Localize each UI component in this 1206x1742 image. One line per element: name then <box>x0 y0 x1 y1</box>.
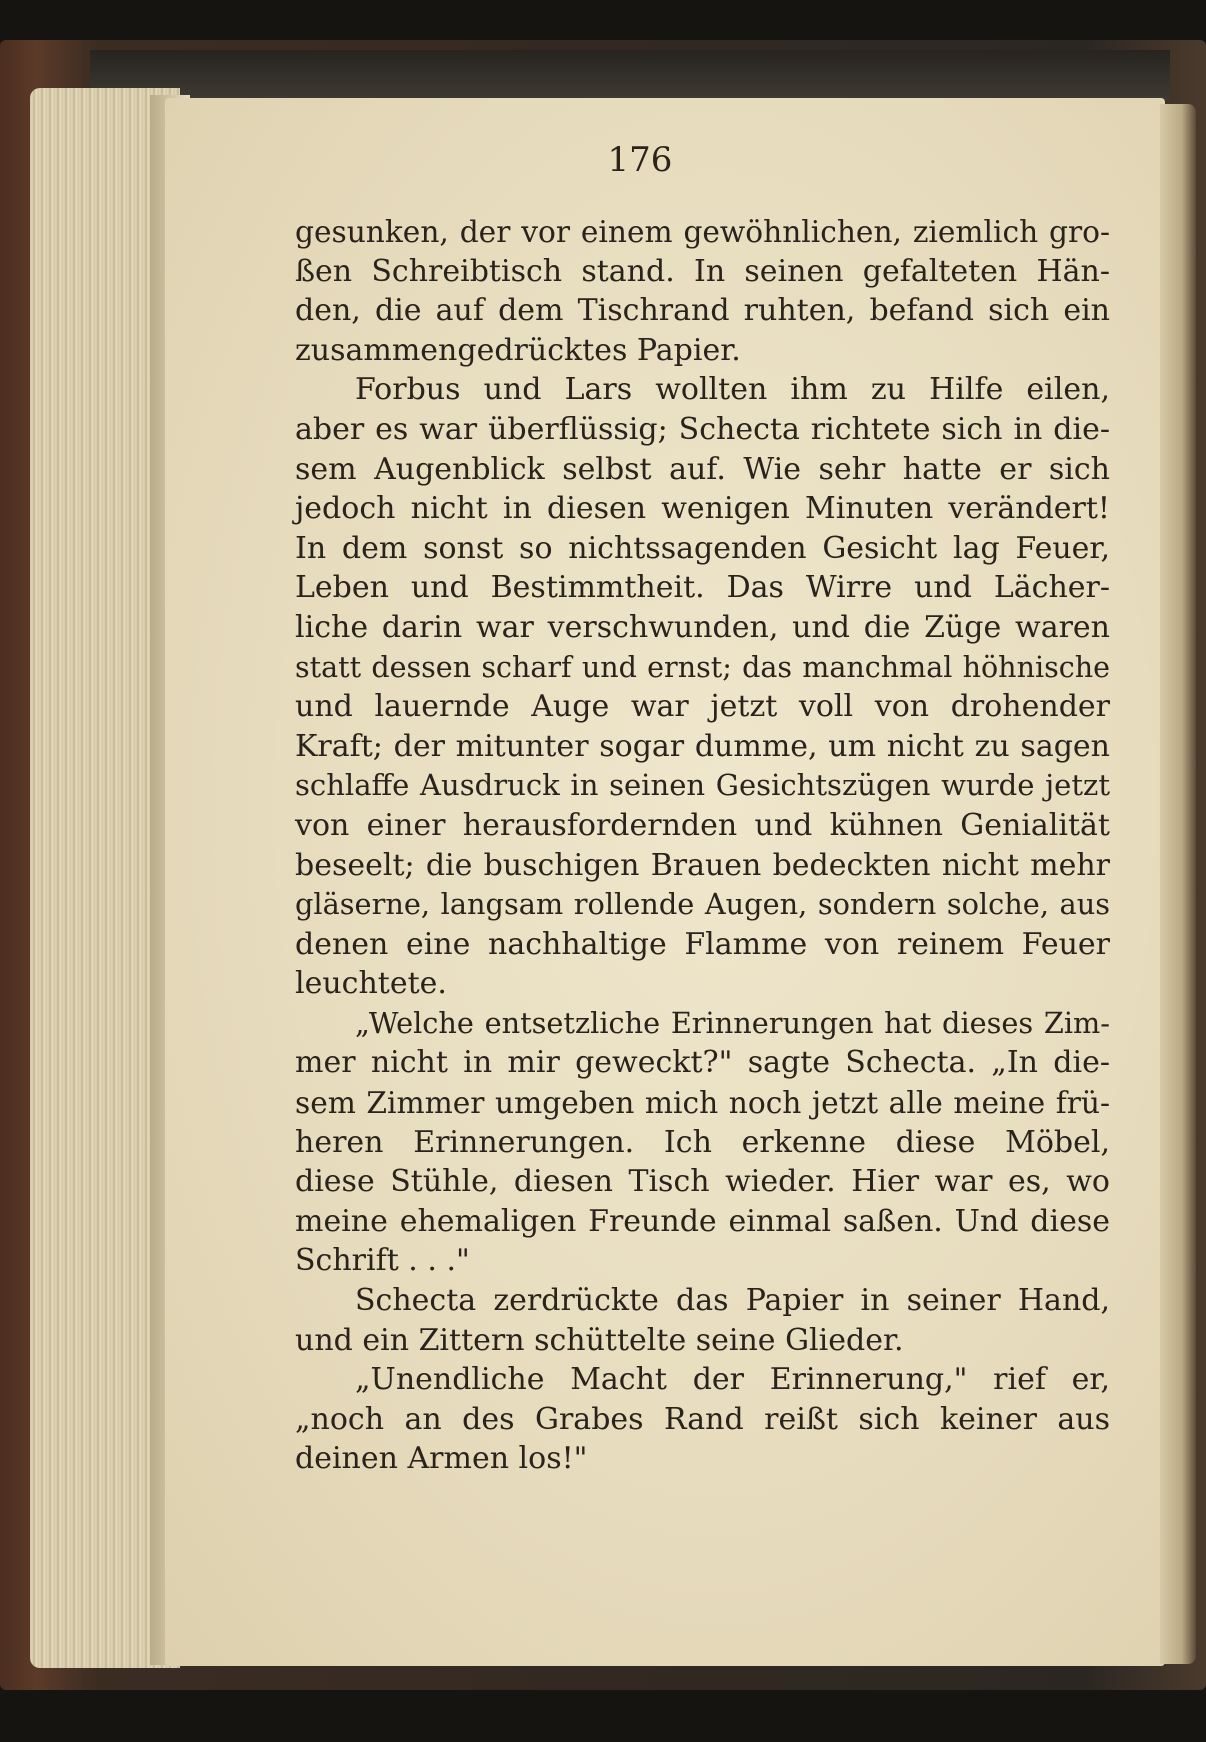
text-line: von einer herausfordernden und kühnen Genialität <box>295 807 1110 843</box>
text-line: beseelt; die buschigen Brauen bedeckten nicht mehr <box>295 847 1110 883</box>
text-line: leuchtete. <box>295 966 447 1002</box>
text-line: Schecta zerdrückte das Papier in seiner Hand, <box>355 1283 1110 1319</box>
text-line: In dem sonst so nichtssagenden Gesicht lag Feuer, <box>295 530 1110 566</box>
text-line: denen eine nachhaltige Flamme von reinem Feuer <box>295 926 1110 962</box>
text-line: diese Stühle, diesen Tisch wieder. Hier war es, wo <box>295 1164 1110 1200</box>
text-line: und lauernde Auge war jetzt voll von drohender <box>295 689 1110 725</box>
text-line: ßen Schreibtisch stand. In seinen gefalteten Hän- <box>295 253 1110 289</box>
text-line: Kraft; der mitunter sogar dumme, um nicht zu sagen <box>295 728 1110 764</box>
page-right-edge <box>1160 104 1196 1664</box>
text-line: „noch an des Grabes Rand reißt sich keiner aus <box>295 1401 1110 1437</box>
text-line: zusammengedrücktes Papier. <box>295 332 741 368</box>
text-line: deinen Armen los!" <box>295 1441 588 1477</box>
text-line: Schrift . . ." <box>295 1243 470 1279</box>
text-line: statt dessen scharf und ernst; das manchmal höhnische <box>295 649 1110 684</box>
text-line: liche darin war verschwunden, und die Züge waren <box>295 609 1110 645</box>
text-line: Forbus und Lars wollten ihm zu Hilfe eilen, <box>355 372 1110 408</box>
text-line: „Unendliche Macht der Erinnerung," rief er, <box>355 1362 1110 1398</box>
top-edge-shadow <box>90 50 1170 100</box>
text-line: gläserne, langsam rollende Augen, sondern solche, aus <box>295 887 1110 922</box>
page-number: 176 <box>607 140 673 180</box>
text-line: „Welche entsetzliche Erinnerungen hat dieses Zim- <box>355 1005 1110 1040</box>
text-line: schlaffe Ausdruck in seinen Gesichtszügen wurde jetzt <box>295 768 1110 803</box>
text-line: jedoch nicht in diesen wenigen Minuten verändert! <box>295 491 1110 527</box>
page-text <box>295 212 1110 1479</box>
text-line: und ein Zittern schüttelte seine Glieder. <box>295 1322 904 1358</box>
text-line: aber es war überflüssig; Schecta richtete sich in die- <box>295 411 1110 447</box>
text-line: sem Zimmer umgeben mich noch jetzt alle meine frü- <box>295 1085 1110 1121</box>
text-line: den, die auf dem Tischrand ruhten, befand sich ein <box>295 293 1110 329</box>
text-line: Leben und Bestimmtheit. Das Wirre und Lächer- <box>295 570 1110 606</box>
text-line: heren Erinnerungen. Ich erkenne diese Möbel, <box>295 1124 1110 1160</box>
text-line: mer nicht in mir geweckt?" sagte Schecta. „In die- <box>295 1045 1110 1081</box>
text-line: gesunken, der vor einem gewöhnlichen, ziemlich gro- <box>295 214 1110 249</box>
text-line: sem Augenblick selbst auf. Wie sehr hatte er sich <box>295 451 1110 487</box>
text-line: meine ehemaligen Freunde einmal saßen. Und diese <box>295 1203 1110 1239</box>
